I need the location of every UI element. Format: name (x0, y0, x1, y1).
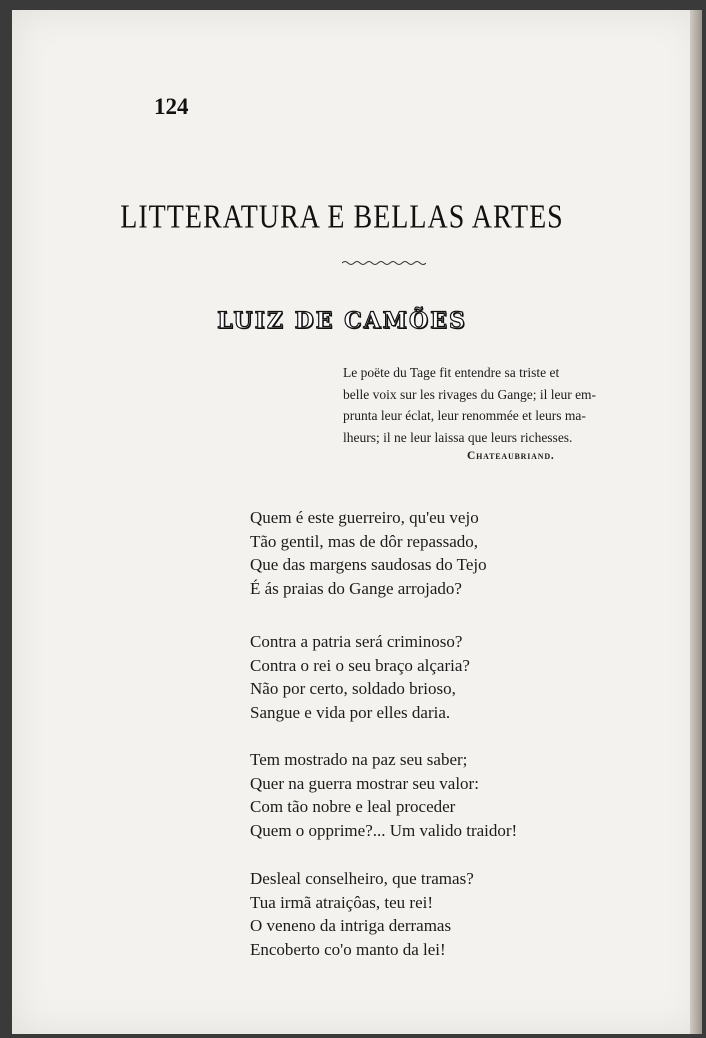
book-page (12, 10, 702, 1034)
epigraph-author: Chateaubriand. (467, 450, 555, 462)
verse-line: Com tão nobre e leal proceder (250, 797, 456, 816)
stanza-2 (250, 630, 470, 724)
stanza-3 (250, 748, 517, 842)
page-edge (690, 10, 702, 1034)
verse-line: Desleal conselheiro, que tramas? (250, 869, 474, 888)
verse-line: Tua irmã atraiçôas, teu rei! (250, 892, 433, 912)
epigraph-line: lheurs; il ne leur laissa que leurs richesses. (343, 429, 573, 445)
stanza-4 (250, 867, 474, 961)
verse-line: É ás praias do Gange arrojado? (250, 578, 462, 598)
epigraph-line: belle voix sur les rivages du Gange; il leur em- (343, 386, 597, 402)
verse-line: Quem é este guerreiro, qu'eu vejo (250, 508, 479, 527)
stanza-1 (250, 506, 487, 600)
epigraph-line: Le poëte du Tage fit entendre sa triste et (343, 365, 560, 380)
verse-line: Tão gentil, mas de dôr repassado, (250, 531, 479, 551)
verse-line: Contra o rei o seu braço alçaria? (250, 655, 470, 675)
verse-line: Encoberto co'o manto da lei! (250, 939, 446, 959)
verse-line: O veneno da intriga derramas (250, 916, 452, 935)
verse-line: Contra a patria será criminoso? (250, 632, 463, 651)
section-title: LITTERATURA E BELLAS ARTES (120, 198, 564, 236)
epigraph-line: prunta leur éclat, leur renommée et leurs ma- (343, 408, 586, 423)
verse-line: Não por certo, soldado brioso, (250, 679, 456, 698)
ornament-rule (342, 260, 426, 266)
verse-line: Quer na guerra mostrar seu valor: (250, 773, 479, 793)
epigraph (343, 362, 639, 448)
verse-line: Quem o opprime?... Um valido traidor! (250, 820, 518, 840)
page-number: 124 (154, 94, 189, 119)
verse-line: Tem mostrado na paz seu saber; (250, 750, 468, 769)
verse-line: Sangue e vida por elles daria. (250, 702, 451, 722)
verse-line: Que das margens saudosas do Tejo (250, 555, 487, 574)
poem-title: LUIZ DE CAMÕES (217, 308, 467, 334)
